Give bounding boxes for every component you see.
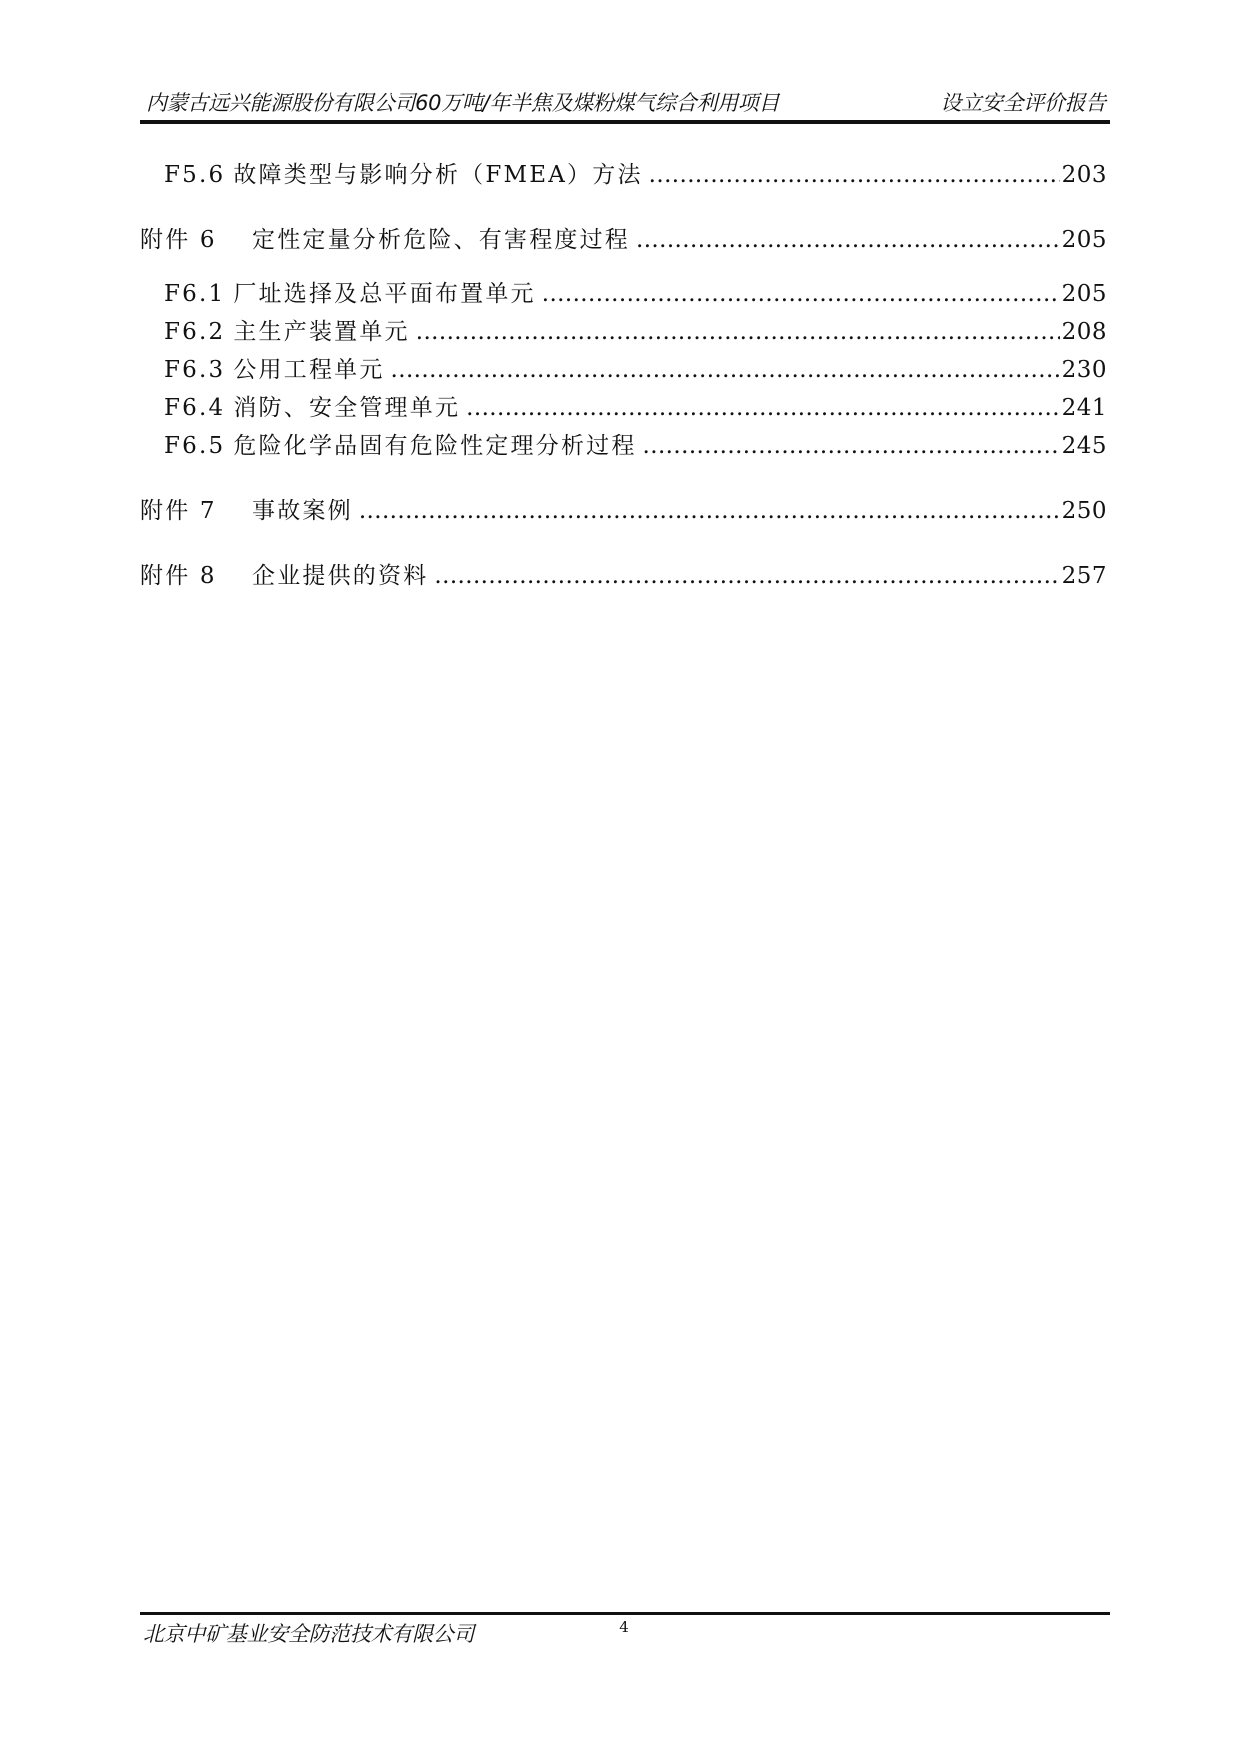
toc-dot-leader [359, 492, 1060, 530]
toc-entry-title: 消防、安全管理单元 [233, 395, 461, 421]
toc-entry-f6-4[interactable] [140, 389, 1107, 427]
toc-dot-leader [416, 313, 1060, 351]
toc-entry-title: 主生产装置单元 [233, 319, 410, 345]
toc-dot-leader [391, 351, 1060, 389]
header-project-title: 内蒙古远兴能源股份有限公司60万吨/年半焦及煤粉煤气综合利用项目 [146, 91, 780, 115]
toc-entry-appendix-8[interactable] [140, 557, 1107, 595]
header-rule [140, 120, 1110, 124]
footer-company: 北京中矿基业安全防范技术有限公司 [143, 1622, 475, 1646]
toc-entry-appendix-6[interactable] [140, 221, 1107, 259]
toc-entry-page: 208 [1061, 319, 1107, 345]
toc-dot-leader [466, 389, 1059, 427]
toc-entry-number: F6.3 [164, 357, 226, 383]
toc-entry-f6-5[interactable] [140, 427, 1107, 465]
toc-entry-title: 危险化学品固有危险性定理分析过程 [233, 433, 637, 459]
toc-entry-page: 230 [1061, 357, 1107, 383]
toc-entry-number: 附件 6 [140, 227, 217, 253]
toc-entry-page: 203 [1061, 162, 1107, 188]
footer-rule [140, 1612, 1110, 1615]
header-report-type: 设立安全评价报告 [940, 91, 1106, 115]
toc-entry-f6-2[interactable] [140, 313, 1107, 351]
toc-entry-title: 定性定量分析危险、有害程度过程 [252, 227, 630, 253]
toc-entry-title: 故障类型与影响分析（FMEA）方法 [233, 162, 643, 188]
toc-dot-leader [636, 221, 1060, 259]
toc-entry-page: 241 [1061, 395, 1107, 421]
toc-entry-appendix-7[interactable] [140, 492, 1107, 530]
table-of-contents [140, 156, 1107, 595]
toc-entry-page: 257 [1061, 563, 1107, 589]
toc-entry-page: 205 [1061, 281, 1107, 307]
toc-entry-number: F6.4 [164, 395, 226, 421]
running-header [140, 88, 1110, 118]
toc-entry-f5-6[interactable] [140, 156, 1107, 194]
toc-entry-f6-1[interactable] [140, 275, 1107, 313]
toc-dot-leader [434, 557, 1059, 595]
toc-entry-number: F6.2 [164, 319, 226, 345]
toc-entry-number: F6.5 [164, 433, 226, 459]
toc-entry-number: F6.1 [164, 281, 226, 307]
toc-entry-title: 事故案例 [252, 498, 353, 524]
toc-dot-leader [643, 427, 1060, 465]
toc-entry-title: 公用工程单元 [233, 357, 385, 383]
toc-entry-number: F5.6 [164, 162, 226, 188]
toc-entry-f6-3[interactable] [140, 351, 1107, 389]
toc-entry-number: 附件 7 [140, 498, 217, 524]
toc-entry-title: 企业提供的资料 [252, 563, 429, 589]
toc-entry-page: 250 [1061, 498, 1107, 524]
toc-dot-leader [542, 275, 1060, 313]
toc-entry-page: 245 [1061, 433, 1107, 459]
toc-entry-title: 厂址选择及总平面布置单元 [233, 281, 536, 307]
toc-entry-number: 附件 8 [140, 563, 217, 589]
toc-entry-page: 205 [1061, 227, 1107, 253]
toc-dot-leader [649, 156, 1060, 194]
page-number: 4 [619, 1618, 629, 1636]
